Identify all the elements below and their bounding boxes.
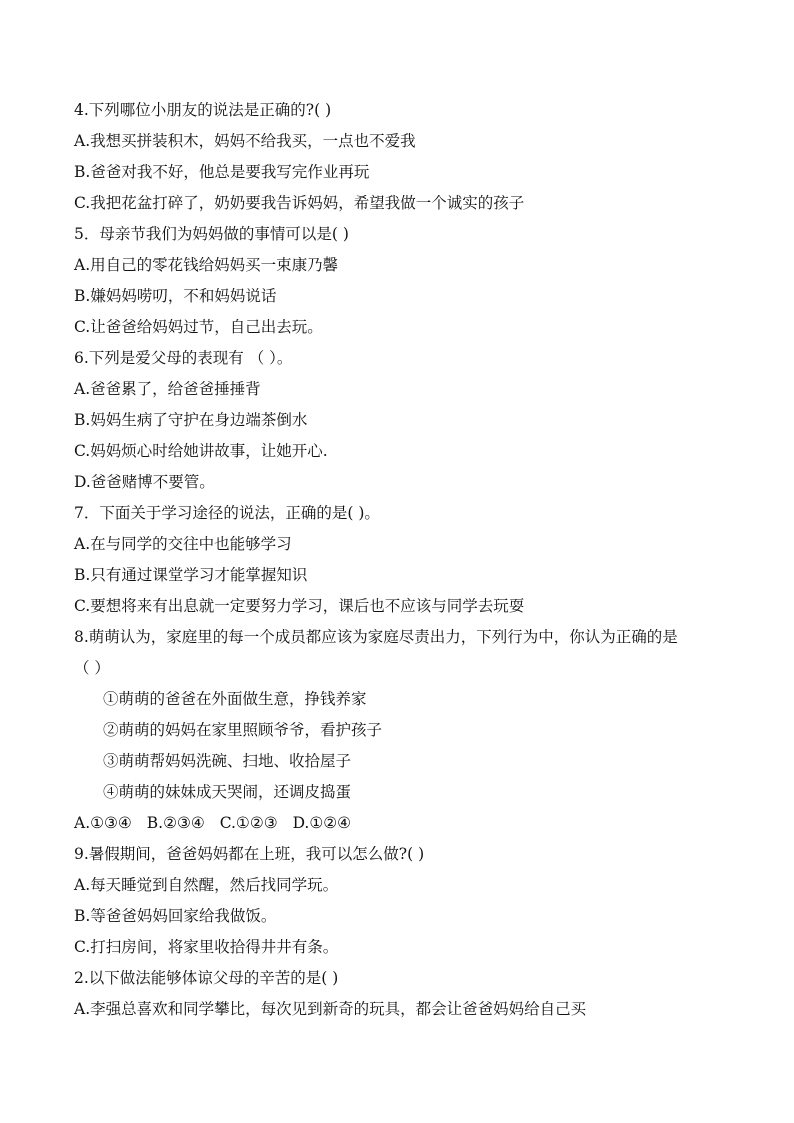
question-4-stem: 4.下列哪位小朋友的说法是正确的?( ) — [74, 101, 332, 119]
question-2-option-a: A.李强总喜欢和同学攀比，每次见到新奇的玩具，都会让爸爸妈妈给自己买 — [74, 1000, 587, 1018]
question-8-stem: 8.萌萌认为，家庭里的每一个成员都应该为家庭尽责出力，下列行为中，你认为正确的是 — [74, 628, 678, 646]
question-6-option-b: B.妈妈生病了守护在身边端茶倒水 — [74, 411, 308, 429]
question-2-stem: 2.以下做法能够体谅父母的辛苦的是( ) — [74, 969, 339, 987]
question-4-option-c: C.我把花盆打碎了，奶奶要我告诉妈妈，希望我做一个诚实的孩子 — [74, 194, 525, 212]
question-6-option-c: C.妈妈烦心时给她讲故事，让她开心. — [74, 442, 328, 460]
question-6-option-d: D.爸爸赌博不要管。 — [74, 473, 215, 491]
question-8-answer-paren: （ ） — [74, 659, 110, 677]
question-8-item-4: ④萌萌的妹妹成天哭闹，还调皮捣蛋 — [103, 783, 352, 801]
question-8-item-2: ②萌萌的妈妈在家里照顾爷爷，看护孩子 — [103, 721, 383, 739]
question-4-option-a: A.我想买拼装积木，妈妈不给我买，一点也不爱我 — [74, 132, 416, 150]
question-5-stem: 5．母亲节我们为妈妈做的事情可以是( ) — [74, 225, 349, 243]
question-9-option-a: A.每天睡觉到自然醒，然后找同学玩。 — [74, 876, 339, 894]
question-7-option-a: A.在与同学的交往中也能够学习 — [74, 535, 292, 553]
question-8-choices — [74, 810, 754, 836]
question-8-choice-b: B.②③④ — [146, 814, 205, 832]
question-8-choice-a: A.①③④ — [74, 814, 132, 832]
question-7-option-c: C.要想将来有出息就一定要努力学习，课后也不应该与同学去玩耍 — [74, 597, 525, 615]
question-4-option-b: B.爸爸对我不好，他总是要我写完作业再玩 — [74, 163, 370, 181]
question-8-choice-d: D.①②④ — [292, 814, 352, 832]
question-5-option-b: B.嫌妈妈唠叨，不和妈妈说话 — [74, 287, 277, 305]
question-7-stem: 7．下面关于学习途径的说法，正确的是( )。 — [74, 504, 380, 522]
question-8-item-3: ③萌萌帮妈妈洗碗、扫地、收拾屋子 — [103, 752, 352, 770]
question-9-option-b: B.等爸爸妈妈回家给我做饭。 — [74, 907, 277, 925]
question-9-option-c: C.打扫房间，将家里收拾得井井有条。 — [74, 938, 339, 956]
question-8-item-1: ①萌萌的爸爸在外面做生意，挣钱养家 — [103, 690, 367, 708]
question-6-option-a: A.爸爸累了，给爸爸捶捶背 — [74, 380, 261, 398]
question-5-option-c: C.让爸爸给妈妈过节，自己出去玩。 — [74, 318, 323, 336]
question-5-option-a: A.用自己的零花钱给妈妈买一束康乃馨 — [74, 256, 339, 274]
question-9-stem: 9.暑假期间，爸爸妈妈都在上班，我可以怎么做?( ) — [74, 845, 425, 863]
question-7-option-b: B.只有通过课堂学习才能掌握知识 — [74, 566, 308, 584]
question-8-choice-c: C.①②③ — [219, 814, 278, 832]
question-6-stem: 6.下列是爱父母的表现有 （ ）。 — [74, 349, 293, 367]
